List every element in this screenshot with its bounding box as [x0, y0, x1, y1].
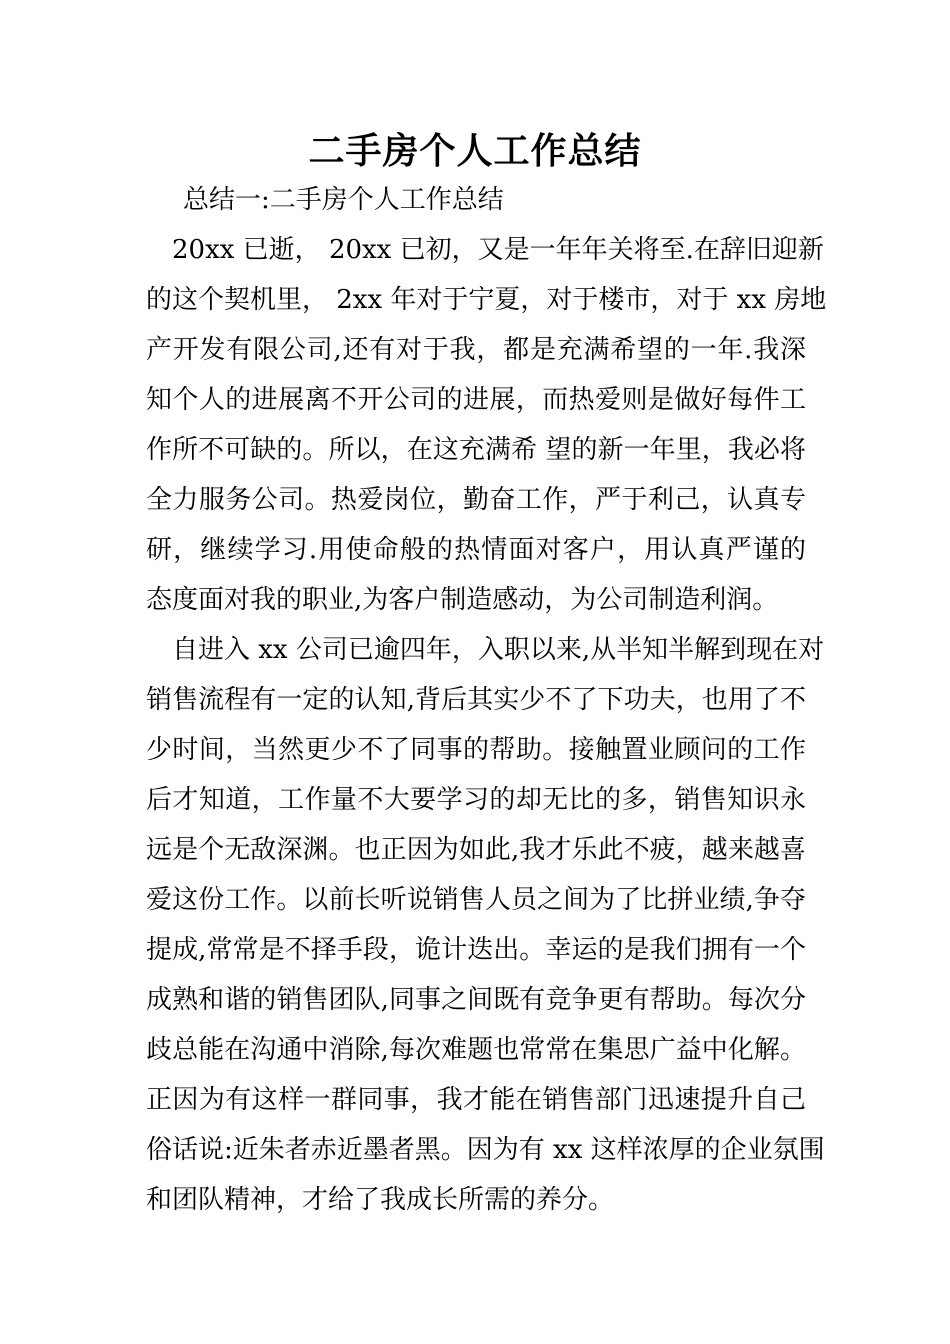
paragraph-1-line: 产开发有限公司,还有对于我，都是充满希望的一年.我深 [146, 335, 806, 365]
paragraph-2-line: 歧总能在沟通中消除,每次难题也常常在集思广益中化解。 [146, 1035, 806, 1065]
paragraph-1-line: 作所不可缺的。所以，在这充满希 望的新一年里，我必将 [146, 435, 806, 465]
paragraph-2-line: 销售流程有一定的认知,背后其实少不了下功夫，也用了不 [146, 685, 806, 715]
paragraph-2-line: 和团队精神，才给了我成长所需的养分。 [146, 1185, 615, 1215]
paragraph-1-line: 研，继续学习.用使命般的热情面对客户，用认真严谨的 [146, 535, 806, 565]
paragraph-2-line: 俗话说:近朱者赤近墨者黑。因为有 xx 这样浓厚的企业氛围 [146, 1135, 825, 1165]
document-title: 二手房个人工作总结 [308, 130, 642, 172]
paragraph-2-line: 自进入 xx 公司已逾四年，入职以来,从半知半解到现在对 [172, 635, 825, 665]
paragraph-2-line: 正因为有这样一群同事，我才能在销售部门迅速提升自己 [146, 1085, 806, 1115]
paragraph-2-line: 成熟和谐的销售团队,同事之间既有竞争更有帮助。每次分 [146, 985, 806, 1015]
paragraph-1-line: 的这个契机里， 2xx 年对于宁夏，对于楼市，对于 xx 房地 [146, 285, 827, 315]
paragraph-2-line: 提成,常常是不择手段，诡计迭出。幸运的是我们拥有一个 [146, 935, 806, 965]
paragraph-2-line: 远是个无敌深渊。也正因为如此,我才乐此不疲，越来越喜 [146, 835, 806, 865]
paragraph-1-line: 全力服务公司。热爱岗位，勤奋工作，严于利己，认真专 [146, 485, 806, 515]
paragraph-2-line: 后才知道，工作量不大要学习的却无比的多，销售知识永 [146, 785, 806, 815]
paragraph-1-line: 20xx 已逝， 20xx 已初，又是一年年关将至.在辞旧迎新 [172, 235, 824, 265]
paragraph-2-line: 少时间，当然更少不了同事的帮助。接触置业顾问的工作 [146, 735, 806, 765]
paragraph-1-line: 态度面对我的职业,为客户制造感动，为公司制造利润。 [146, 585, 779, 615]
document-subtitle: 总结一:二手房个人工作总结 [183, 185, 504, 215]
paragraph-1-line: 知个人的进展离不开公司的进展，而热爱则是做好每件工 [146, 385, 806, 415]
paragraph-2-line: 爱这份工作。以前长听说销售人员之间为了比拼业绩,争夺 [146, 885, 806, 915]
